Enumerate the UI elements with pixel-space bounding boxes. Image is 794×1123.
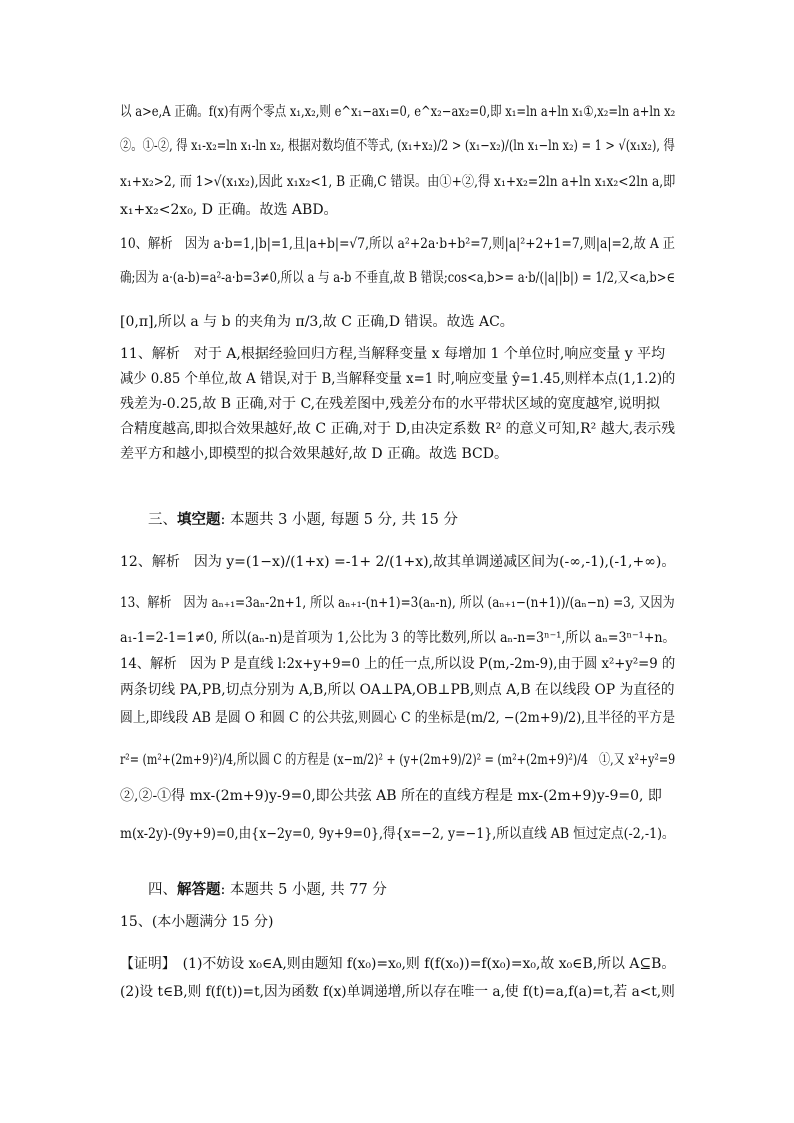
text-line: r²= (m²+(2m+9)²)/4,所以圆 C 的方程是 (x−m/2)² + (y+(2m+9)/2)² = (m²+(2m+9)²)/4 ①,又 x²+y²=9 <box>120 752 676 768</box>
text-line: 13、解析 因为 aₙ₊₁=3aₙ-2n+1, 所以 aₙ₊₁-(n+1)=3(aₙ-n), 所以 (aₙ₊₁−(n+1))/(aₙ−n) =3, 又因为 <box>120 595 675 611</box>
text-line: 11、解析 对于 A,根据经验回归方程,当解释变量 x 每增加 1 个单位时,响应变量 y 平均 <box>120 346 666 362</box>
section-title: 填空题 <box>177 512 221 528</box>
text-line: 【证明】 (1)不妨设 x₀∈A,则由题知 f(x₀)=x₀,则 f(f(x₀))=f(x₀)=x₀,故 x₀∈B,所以 A⊆B。 <box>120 956 676 972</box>
section-description: : 本题共 3 小题, 每题 5 分, 共 15 分 <box>220 512 458 528</box>
text-line: 15、(本小题满分 15 分) <box>120 914 274 930</box>
text-line: 减少 0.85 个单位,故 A 错误,对于 B,当解释变量 x=1 时,响应变量 ŷ=1.45,则样本点(1,1.2)的 <box>120 371 676 387</box>
text-line: 差平方和越小,即模型的拟合效果越好,故 D 正确。故选 BCD。 <box>120 446 508 462</box>
text-line: x₁+x₂<2x₀, D 正确。故选 ABD。 <box>120 202 338 218</box>
text-line: ②。①-②, 得 x₁-x₂=ln x₁-ln x₂, 根据对数均值不等式, (x₁+x₂)/2 > (x₁−x₂)/(ln x₁−ln x₂) = 1 > √(x₁x₂), 得 <box>120 138 675 154</box>
text-line: 残差为-0.25,故 B 正确,对于 C,在残差图中,残差分布的水平带状区域的宽度越窄,说明拟 <box>120 396 661 412</box>
text-line: [0,π],所以 a 与 b 的夹角为 π/3,故 C 正确,D 错误。故选 AC。 <box>120 314 514 330</box>
section-heading-answer <box>148 880 387 900</box>
text-line: m(x-2y)-(9y+9)=0,由{x−2y=0, 9y+9=0},得{x=−2, y=−1},所以直线 AB 恒过定点(-2,-1)。 <box>120 826 675 842</box>
text-line: ②,②-①得 mx-(2m+9)y-9=0,即公共弦 AB 所在的直线方程是 mx-(2m+9)y-9=0, 即 <box>120 788 662 804</box>
text-line: 14、解析 因为 P 是直线 l:2x+y+9=0 上的任一点,所以设 P(m,-2m-9),由于圆 x²+y²=9 的 <box>120 656 676 672</box>
section-heading-fill-in <box>148 510 458 530</box>
text-line: a₁-1=2-1=1≠0, 所以(aₙ-n)是首项为 1,公比为 3 的等比数列,所以 aₙ-n=3ⁿ⁻¹,所以 aₙ=3ⁿ⁻¹+n。 <box>120 630 676 646</box>
section-description: : 本题共 5 小题, 共 77 分 <box>220 882 387 898</box>
text-line: 两条切线 PA,PB,切点分别为 A,B,所以 OA⊥PA,OB⊥PB,则点 A,B 在以线段 OP 为直径的 <box>120 682 675 698</box>
text-line: 以 a>e,A 正确。f(x)有两个零点 x₁,x₂,则 e^x₁−ax₁=0, e^x₂−ax₂=0,即 x₁=ln a+ln x₁①,x₂=ln a+ln x₂ <box>120 104 676 120</box>
text-line: 合精度越高,即拟合效果越好,故 C 正确,对于 D,由决定系数 R² 的意义可知,R² 越大,表示残 <box>120 421 676 437</box>
section-title: 解答题 <box>177 882 221 898</box>
text-line: 确;因为 a·(a-b)=a²-a·b=3≠0,所以 a 与 a-b 不垂直,故 B 错误;cos<a,b>= a·b/(|a||b|) = 1/2,又<a,b>∈ <box>120 270 676 286</box>
text-line: 12、解析 因为 y=(1−x)/(1+x) =-1+ 2/(1+x),故其单调递减区间为(-∞,-1),(-1,+∞)。 <box>120 554 676 570</box>
section-number: 四、 <box>148 882 177 898</box>
text-line: 圆上,即线段 AB 是圆 O 和圆 C 的公共弦,则圆心 C 的坐标是(m/2, −(2m+9)/2),且半径的平方是 <box>120 710 676 726</box>
section-number: 三、 <box>148 512 177 528</box>
text-line: (2)设 t∈B,则 f(f(t))=t,因为函数 f(x)单调递增,所以存在唯一 a,使 f(t)=a,f(a)=t,若 a<t,则 <box>120 984 675 1000</box>
text-line: 10、解析 因为 a·b=1,|b|=1,且|a+b|=√7,所以 a²+2a·b+b²=7,则|a|²+2+1=7,则|a|=2,故 A 正 <box>120 236 675 252</box>
text-line: x₁+x₂>2, 而 1>√(x₁x₂),因此 x₁x₂<1, B 正确,C 错误。由①+②,得 x₁+x₂=2ln a+ln x₁x₂<2ln a,即 <box>120 174 676 190</box>
